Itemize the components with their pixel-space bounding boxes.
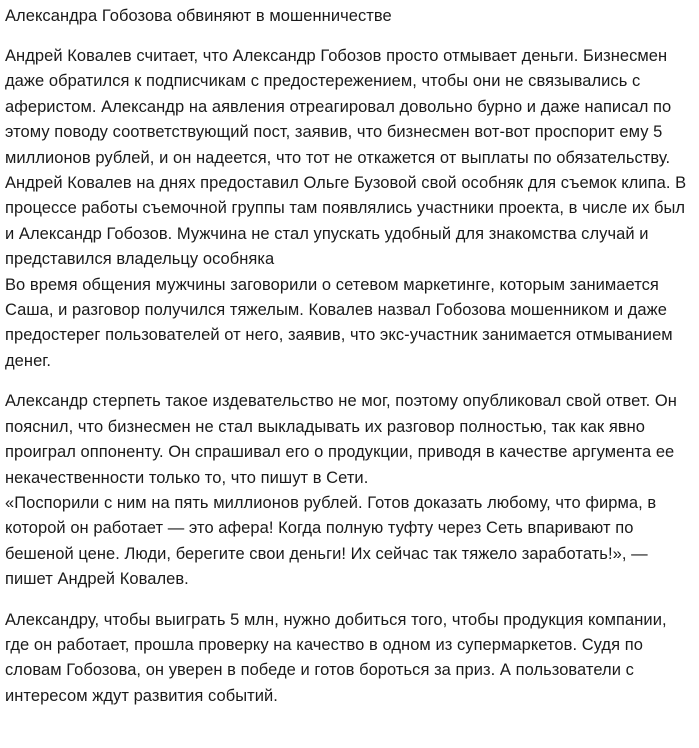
article-paragraph: Александру, чтобы выиграть 5 млн, нужно добиться того, чтобы продукция компании, где он работает, прошла проверку на качество в одном из супермаркетов. Судя по словам Гобозова, он уверен в победе и готов бороться за приз. А пользователи с интересом ждут развития событий.	[5, 610, 667, 705]
article-paragraph: Андрей Ковалев считает, что Александр Гобозов просто отмывает деньги. Бизнесмен даже обратился к подписчикам с предостережением, чтобы они не связывались с аферистом. Александр на аявления отреагировал довольно бурно и даже написал по этому поводу соответствующий пост, заявив, что бизнесмен вот-вот проспорит ему 5 миллионов рублей, и он надеется, что тот не откажется от выплаты по обязательству.	[5, 47, 672, 167]
article-paragraph: Андрей Ковалев на днях предоставил Ольге Бузовой свой особняк для съемок клипа. В процессе работы съемочной группы там появлялись участники проекта, в числе их был и Александр Гобозов. Мужчина не стал упускать удобный для знакомства случай и представился владельцу особняка	[5, 174, 687, 269]
article-paragraph: Александр стерпеть такое издевательство не мог, поэтому опубликовал свой ответ. Он пояснил, что бизнесмен не стал выкладывать их разговор полностью, так как явно проиграл оппоненту. Он спрашивал его о продукции, приводя в качестве аргумента ее некачественности только то, что пишут в Сети.	[5, 392, 677, 487]
article-paragraph: «Поспорили с ним на пять миллионов рублей. Готов доказать любому, что фирма, в которой он работает — это афера! Когда полную туфту через Сеть впаривают по бешеной цене. Люди, берегите свои деньги! Их сейчас так тяжело заработать!», — пишет Андрей Ковалев.	[5, 493, 657, 589]
article-paragraph: Во время общения мужчины заговорили о сетевом маркетинге, которым занимается Саша, и разговор получился тяжелым. Ковалев назвал Гобозова мошенником и даже предостерег пользователей от него, заявив, что экс-участник занимается отмыванием денег.	[5, 275, 673, 370]
article-headline: Александра Гобозова обвиняют в мошенничестве	[5, 7, 392, 25]
